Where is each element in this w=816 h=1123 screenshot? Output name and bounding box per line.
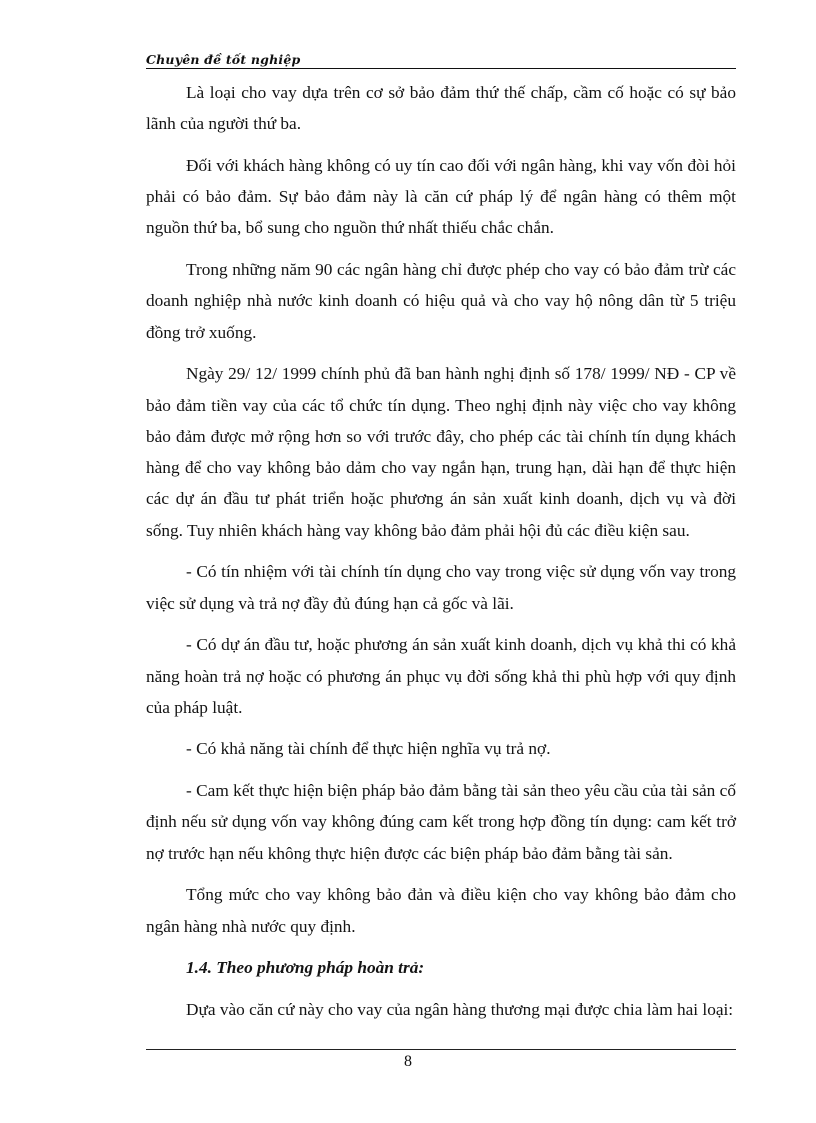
list-paragraph: - Cam kết thực hiện biện pháp bảo đảm bằng tài sản theo yêu cầu của tài sản cố định nếu sử dụng vốn vay không đúng cam kết trong hợp đồng tín dụng: cam kết trở nợ trước hạn nếu không thực hiện được các biện pháp bảo đảm bằng tài sản. xyxy=(146,781,736,863)
list-paragraph: - Có tín nhiệm với tài chính tín dụng cho vay trong việc sử dụng vốn vay trong việc sử dụng và trả nợ đầy đủ đúng hạn cả gốc và lãi. xyxy=(146,562,736,613)
section-heading: 1.4. Theo phương pháp hoàn trả: xyxy=(186,958,425,978)
list-paragraph: - Có khả năng tài chính để thực hiện nghĩa vụ trả nợ. xyxy=(186,739,551,759)
list-paragraph: - Có dự án đầu tư, hoặc phương án sản xuất kinh doanh, dịch vụ khả thi có khả năng hoàn trả nợ hoặc có phương án phục vụ đời sống khả thi phù hợp với quy định của pháp luật. xyxy=(146,635,736,717)
paragraph: Là loại cho vay dựa trên cơ sở bảo đảm thứ thế chấp, cầm cố hoặc có sự bảo lãnh của người thứ ba. xyxy=(146,83,736,134)
paragraph: Ngày 29/ 12/ 1999 chính phủ đã ban hành nghị định số 178/ 1999/ NĐ - CP về bảo đảm tiền vay của các tổ chức tín dụng. Theo nghị định này việc cho vay không bảo đảm được mở rộng hơn so với trước đây, cho phép các tài chính tín dụng khách hàng để cho vay không bảo dảm cho vay ngắn hạn, trung hạn, dài hạn để thực hiện các dự án đầu tư phát triển hoặc phương án sản xuất kinh doanh, dịch vụ và đời sống. Tuy nhiên khách hàng vay không bảo đảm phải hội đủ các điều kiện sau. xyxy=(146,364,736,540)
paragraph: Trong những năm 90 các ngân hàng chỉ được phép cho vay có bảo đảm trừ các doanh nghiệp nhà nước kinh doanh có hiệu quả và cho vay hộ nông dân từ 5 triệu đồng trở xuống. xyxy=(146,260,736,342)
header-divider xyxy=(146,68,736,69)
body-text xyxy=(146,77,736,1035)
paragraph: Dựa vào căn cứ này cho vay của ngân hàng thương mại được chia làm hai loại: xyxy=(186,999,734,1019)
paragraph: Tổng mức cho vay không bảo đản và điều kiện cho vay không bảo đảm cho ngân hàng nhà nước quy định. xyxy=(146,885,736,936)
paragraph: Đối với khách hàng không có uy tín cao đối với ngân hàng, khi vay vốn đòi hỏi phải có bảo đảm. Sự bảo đảm này là căn cứ pháp lý để ngân hàng có thêm một nguồn thứ ba, bổ sung cho nguồn thứ nhất thiếu chắc chắn. xyxy=(146,155,736,238)
running-header: Chuyên đề tốt nghiệp xyxy=(146,52,301,67)
footer-divider xyxy=(146,1049,736,1050)
page-number: 8 xyxy=(404,1053,412,1070)
